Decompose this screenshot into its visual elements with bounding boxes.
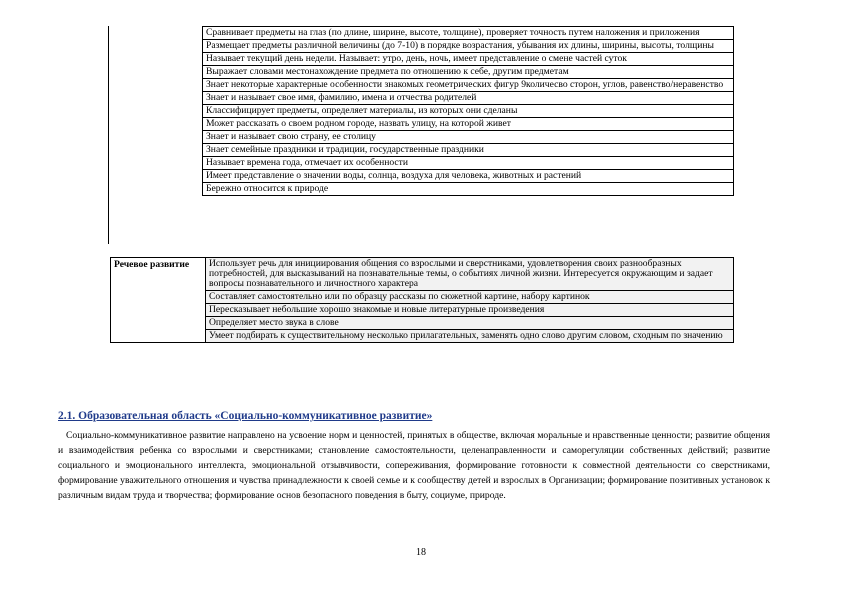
table-row [203, 157, 734, 170]
speech-development-table [110, 257, 734, 343]
table-cell: Знает семейные праздники и традиции, государственные праздники [203, 144, 734, 157]
table-row [203, 118, 734, 131]
table-cell: Составляет самостоятельно или по образцу рассказы по сюжетной картине, набору картинок [206, 291, 734, 304]
section-label: Речевое развитие [111, 258, 206, 343]
section-column-border [108, 26, 109, 244]
table-row [203, 170, 734, 183]
table-row [111, 258, 734, 291]
table-cell: Имеет представление о значении воды, солнца, воздуха для человека, животных и растений [203, 170, 734, 183]
table-cell: Умеет подбирать к существительному несколько прилагательных, заменять одно слово другим словом, сходным по значению [206, 330, 734, 343]
table-cell: Может рассказать о своем родном городе, назвать улицу, на которой живет [203, 118, 734, 131]
table-cell: Выражает словами местонахождение предмета по отношению к себе, другим предметам [203, 66, 734, 79]
table-cell: Размещает предметы различной величины (до 7-10) в порядке возрастания, убывания их длины, ширины, высоты, толщины [203, 40, 734, 53]
table-row [203, 105, 734, 118]
table-row [203, 144, 734, 157]
table-cell: Пересказывает небольшие хорошо знакомые и новые литературные произведения [206, 304, 734, 317]
table-cell: Бережно относится к природе [203, 183, 734, 196]
table-cell: Использует речь для инициирования общения со взрослыми и сверстниками, удовлетворения своих разнообразных потребностей, для высказываний на познавательные темы, о событиях личной жизни. Интересуется окружающим и задает вопросы познавательного и личностного характера [206, 258, 734, 291]
table-cell: Классифицирует предметы, определяет материалы, из которых они сделаны [203, 105, 734, 118]
table-cell: Знает и называет свою страну, ее столицу [203, 131, 734, 144]
table-row [203, 183, 734, 196]
page-number: 18 [416, 547, 426, 558]
table-cell: Называет времена года, отмечает их особенности [203, 157, 734, 170]
table-cell: Знает некоторые характерные особенности знакомых геометрических фигур 9количесво сторон, углов, равенство/неравенство [203, 79, 734, 92]
table-row [203, 27, 734, 40]
table-cell: Определяет место звука в слове [206, 317, 734, 330]
table-row [203, 40, 734, 53]
section-heading: 2.1. Образовательная область «Социально-коммуникативное развитие» [58, 410, 433, 422]
skills-table-top [202, 26, 734, 196]
table-row [203, 53, 734, 66]
table-row [203, 131, 734, 144]
table-row [203, 79, 734, 92]
table-cell: Сравнивает предметы на глаз (по длине, ширине, высоте, толщине), проверяет точность путем наложения и приложения [203, 27, 734, 40]
table-cell: Знает и называет свое имя, фамилию, имена и отчества родителей [203, 92, 734, 105]
table-row [203, 66, 734, 79]
table-row [203, 92, 734, 105]
section-paragraph: Социально-коммуникативное развитие направлено на усвоение норм и ценностей, принятых в обществе, включая моральные и нравственные ценности; развитие общения и взаимодействия ребенка со взрослыми и сверстниками; становление самостоятельности, целенаправленности и саморегуляции собственных действий; развитие социального и эмоционального интеллекта, эмоциональной отзывчивости, сопереживания, формирование готовности к совместной деятельности со сверстниками, формирование уважительного отношения и чувства принадлежности к своей семье и к сообществу детей и взрослых в Организации; формирование позитивных установок к различным видам труда и творчества; формирование основ безопасного поведения в быту, социуме, природе. [58, 430, 770, 501]
table-cell: Называет текущий день недели. Называет: утро, день, ночь, имеет представление о смене частей суток [203, 53, 734, 66]
